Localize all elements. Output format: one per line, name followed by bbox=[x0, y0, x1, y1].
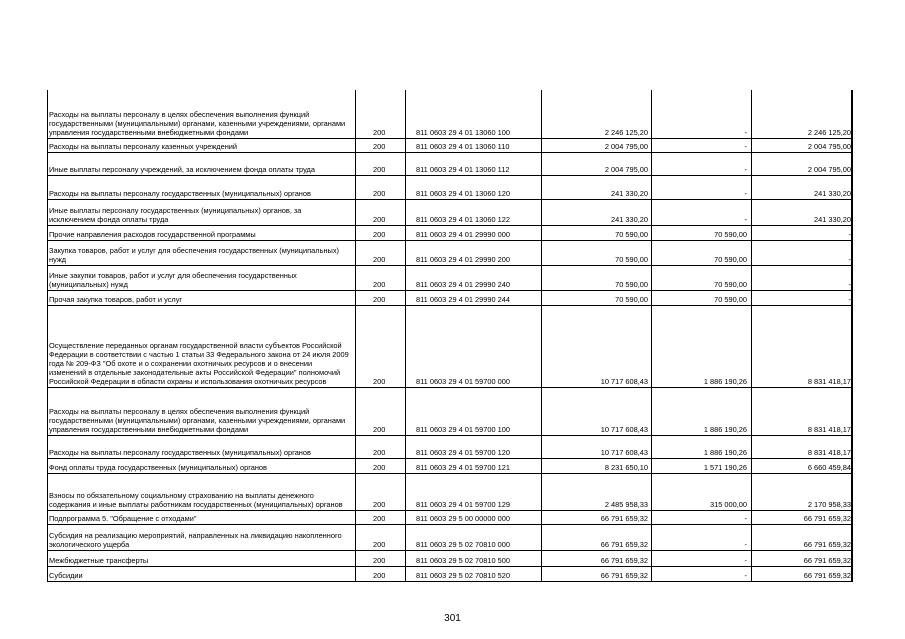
cell-code bbox=[355, 510, 403, 524]
cell-kbk-text: 811 0603 29 4 01 29990 000 bbox=[416, 230, 510, 239]
cell-a2-text: 1 571 190,26 bbox=[703, 463, 747, 472]
table-row bbox=[47, 225, 852, 240]
cell-kbk-text: 811 0603 29 5 02 70810 000 bbox=[416, 540, 510, 549]
cell-kbk bbox=[405, 90, 539, 138]
table-row bbox=[47, 290, 852, 305]
table-row bbox=[47, 152, 852, 175]
cell-desc bbox=[49, 240, 349, 265]
cell-a1-text: 2 485 958,33 bbox=[604, 500, 648, 509]
cell-a3 bbox=[751, 240, 852, 265]
cell-a3-text: 6 660 459,84 bbox=[807, 463, 851, 472]
cell-a1 bbox=[541, 152, 649, 175]
row-divider bbox=[47, 265, 852, 266]
cell-kbk-text: 811 0603 29 5 00 00000 000 bbox=[416, 514, 510, 523]
cell-a2-text: - bbox=[744, 128, 747, 137]
cell-a1-text: 241 330,20 bbox=[611, 189, 648, 198]
cell-kbk-text: 811 0603 29 5 02 70810 500 bbox=[416, 556, 510, 565]
table-row bbox=[47, 524, 852, 550]
cell-a1 bbox=[541, 290, 649, 305]
cell-a2 bbox=[651, 566, 749, 581]
cell-a1 bbox=[541, 566, 649, 581]
cell-code-text: 200 bbox=[373, 500, 386, 509]
cell-a3-text: - bbox=[848, 255, 851, 264]
cell-desc-text: Субсидия на реализацию мероприятий, направленных на ликвидацию накопленного экологического ущерба bbox=[49, 531, 342, 549]
cell-kbk-text: 811 0603 29 4 01 13060 120 bbox=[416, 189, 510, 198]
cell-code-text: 200 bbox=[373, 571, 386, 580]
cell-desc-text: Расходы на выплаты персоналу государственных (муниципальных) органов bbox=[49, 448, 311, 457]
cell-kbk-text: 811 0603 29 4 01 29990 200 bbox=[416, 255, 510, 264]
cell-a1-text: 66 791 659,32 bbox=[600, 571, 648, 580]
cell-desc-text: Расходы на выплаты персоналу казенных учреждений bbox=[49, 142, 238, 151]
cell-desc bbox=[49, 138, 349, 152]
cell-a1-text: 10 717 608,43 bbox=[600, 425, 648, 434]
cell-a2 bbox=[651, 550, 749, 566]
cell-desc bbox=[49, 473, 349, 510]
cell-code-text: 200 bbox=[373, 448, 386, 457]
cell-a3-text: 2 004 795,00 bbox=[807, 165, 851, 174]
row-divider bbox=[47, 566, 852, 567]
cell-code bbox=[355, 550, 403, 566]
cell-a3-text: 66 791 659,32 bbox=[803, 571, 851, 580]
table-row bbox=[47, 550, 852, 566]
cell-a2-text: - bbox=[744, 142, 747, 151]
cell-kbk bbox=[405, 175, 539, 199]
cell-a1 bbox=[541, 265, 649, 290]
row-divider bbox=[47, 387, 852, 388]
cell-a2-text: - bbox=[744, 165, 747, 174]
cell-code-text: 200 bbox=[373, 142, 386, 151]
cell-a3 bbox=[751, 199, 852, 225]
cell-a1 bbox=[541, 240, 649, 265]
cell-a3 bbox=[751, 290, 852, 305]
table-row bbox=[47, 175, 852, 199]
cell-kbk-text: 811 0603 29 4 01 59700 120 bbox=[416, 448, 510, 457]
cell-desc-text: Подпрограмма 5. "Обращение с отходами" bbox=[49, 514, 197, 523]
cell-desc-text: Прочая закупка товаров, работ и услуг bbox=[49, 295, 183, 304]
table-row bbox=[47, 90, 852, 138]
cell-kbk-text: 811 0603 29 4 01 13060 122 bbox=[416, 215, 510, 224]
cell-a3-text: 241 330,20 bbox=[814, 189, 851, 198]
cell-code bbox=[355, 290, 403, 305]
row-divider bbox=[47, 240, 852, 241]
cell-kbk bbox=[405, 265, 539, 290]
cell-kbk bbox=[405, 387, 539, 435]
cell-a3-text: - bbox=[848, 280, 851, 289]
cell-code bbox=[355, 152, 403, 175]
cell-desc bbox=[49, 90, 349, 138]
cell-kbk bbox=[405, 225, 539, 240]
cell-a3 bbox=[751, 225, 852, 240]
table-row bbox=[47, 199, 852, 225]
cell-desc bbox=[49, 510, 349, 524]
table-row bbox=[47, 138, 852, 152]
cell-code-text: 200 bbox=[373, 215, 386, 224]
cell-desc bbox=[49, 566, 349, 581]
table-row bbox=[47, 265, 852, 290]
cell-desc bbox=[49, 524, 349, 550]
cell-a1-text: 66 791 659,32 bbox=[600, 540, 648, 549]
cell-code bbox=[355, 524, 403, 550]
cell-a1 bbox=[541, 473, 649, 510]
cell-a1-text: 8 231 650,10 bbox=[604, 463, 648, 472]
cell-code-text: 200 bbox=[373, 255, 386, 264]
cell-code bbox=[355, 305, 403, 387]
cell-a2 bbox=[651, 305, 749, 387]
cell-desc-text: Межбюджетные трансферты bbox=[49, 556, 149, 565]
cell-a1-text: 2 246 125,20 bbox=[604, 128, 648, 137]
cell-desc-text: Иные закупки товаров, работ и услуг для обеспечения государственных (муниципальных) нужд bbox=[49, 271, 297, 289]
cell-code-text: 200 bbox=[373, 540, 386, 549]
cell-a2-text: - bbox=[744, 556, 747, 565]
cell-code bbox=[355, 435, 403, 458]
cell-code-text: 200 bbox=[373, 514, 386, 523]
cell-a2 bbox=[651, 290, 749, 305]
cell-kbk bbox=[405, 473, 539, 510]
cell-desc-text: Иные выплаты персоналу учреждений, за исключением фонда оплаты труда bbox=[49, 165, 315, 174]
cell-a1-text: 10 717 608,43 bbox=[600, 377, 648, 386]
cell-a2 bbox=[651, 458, 749, 473]
cell-desc-text: Расходы на выплаты персоналу государственных (муниципальных) органов bbox=[49, 189, 311, 198]
cell-a3 bbox=[751, 265, 852, 290]
cell-a3 bbox=[751, 510, 852, 524]
cell-a1 bbox=[541, 524, 649, 550]
cell-a3-text: 2 246 125,20 bbox=[807, 128, 851, 137]
cell-desc bbox=[49, 458, 349, 473]
cell-a3-text: 66 791 659,32 bbox=[803, 556, 851, 565]
cell-a3 bbox=[751, 175, 852, 199]
cell-a2 bbox=[651, 473, 749, 510]
row-divider bbox=[47, 152, 852, 153]
cell-a3 bbox=[751, 473, 852, 510]
table-row bbox=[47, 566, 852, 581]
cell-code bbox=[355, 199, 403, 225]
column-divider bbox=[47, 90, 48, 582]
cell-a1 bbox=[541, 305, 649, 387]
cell-code-text: 200 bbox=[373, 556, 386, 565]
cell-kbk bbox=[405, 458, 539, 473]
cell-kbk-text: 811 0603 29 4 01 59700 121 bbox=[416, 463, 510, 472]
cell-code-text: 200 bbox=[373, 280, 386, 289]
cell-a3 bbox=[751, 138, 852, 152]
cell-desc bbox=[49, 265, 349, 290]
cell-a3-text: 66 791 659,32 bbox=[803, 540, 851, 549]
cell-a1 bbox=[541, 138, 649, 152]
cell-a2-text: 1 886 190,26 bbox=[703, 377, 747, 386]
cell-kbk-text: 811 0603 29 4 01 13060 100 bbox=[416, 128, 510, 137]
cell-code-text: 200 bbox=[373, 128, 386, 137]
cell-kbk bbox=[405, 152, 539, 175]
cell-a1-text: 70 590,00 bbox=[615, 295, 648, 304]
cell-a1 bbox=[541, 550, 649, 566]
cell-kbk-text: 811 0603 29 4 01 59700 129 bbox=[416, 500, 510, 509]
cell-a3 bbox=[751, 566, 852, 581]
cell-a3-text: 8 831 418,17 bbox=[807, 448, 851, 457]
cell-desc-text: Иные выплаты персоналу государственных (муниципальных) органов, за исключением фонда оплаты труда bbox=[49, 206, 302, 224]
cell-a3-text: 2 170 958,33 bbox=[807, 500, 851, 509]
row-divider bbox=[47, 581, 852, 582]
cell-a1-text: 66 791 659,32 bbox=[600, 514, 648, 523]
cell-code bbox=[355, 240, 403, 265]
cell-a3-text: - bbox=[848, 230, 851, 239]
cell-kbk-text: 811 0603 29 5 02 70810 520 bbox=[416, 571, 510, 580]
cell-a3 bbox=[751, 458, 852, 473]
cell-desc-text: Расходы на выплаты персоналу в целях обеспечения выполнения функций государственными (муниципальными) органами, казенными учреждениями, органами управления государственными внебюджетными фондами bbox=[49, 407, 346, 434]
table-row bbox=[47, 458, 852, 473]
cell-a1 bbox=[541, 435, 649, 458]
cell-desc bbox=[49, 152, 349, 175]
cell-a3-text: 8 831 418,17 bbox=[807, 377, 851, 386]
cell-a1 bbox=[541, 510, 649, 524]
cell-code-text: 200 bbox=[373, 425, 386, 434]
cell-a1-text: 70 590,00 bbox=[615, 280, 648, 289]
cell-desc bbox=[49, 290, 349, 305]
table-row bbox=[47, 510, 852, 524]
cell-a1 bbox=[541, 225, 649, 240]
cell-code bbox=[355, 265, 403, 290]
cell-a1 bbox=[541, 90, 649, 138]
cell-a2-text: 70 590,00 bbox=[714, 230, 747, 239]
cell-desc-text: Расходы на выплаты персоналу в целях обеспечения выполнения функций государственными (муниципальными) органами, казенными учреждениями, органами управления государственными внебюджетными фондами bbox=[49, 110, 346, 137]
cell-a2-text: 70 590,00 bbox=[714, 255, 747, 264]
cell-a2 bbox=[651, 225, 749, 240]
cell-a3 bbox=[751, 550, 852, 566]
cell-code bbox=[355, 566, 403, 581]
cell-desc-text: Субсидии bbox=[49, 571, 83, 580]
cell-desc bbox=[49, 550, 349, 566]
cell-code bbox=[355, 175, 403, 199]
cell-kbk bbox=[405, 510, 539, 524]
row-divider bbox=[47, 199, 852, 200]
cell-kbk-text: 811 0603 29 4 01 29990 240 bbox=[416, 280, 510, 289]
cell-a2 bbox=[651, 510, 749, 524]
cell-a2-text: - bbox=[744, 215, 747, 224]
cell-kbk bbox=[405, 435, 539, 458]
cell-kbk bbox=[405, 550, 539, 566]
row-divider bbox=[47, 510, 852, 511]
column-divider bbox=[848, 90, 853, 582]
cell-code bbox=[355, 473, 403, 510]
cell-desc bbox=[49, 387, 349, 435]
table-row bbox=[47, 387, 852, 435]
cell-desc-text: Взносы по обязательному социальному страхованию на выплаты денежного содержания и иные выплаты работникам государственных (муниципальных) органов bbox=[49, 491, 343, 509]
cell-a3-text: 241 330,20 bbox=[814, 215, 851, 224]
cell-a1-text: 70 590,00 bbox=[615, 230, 648, 239]
cell-code bbox=[355, 387, 403, 435]
cell-code-text: 200 bbox=[373, 463, 386, 472]
table-row bbox=[47, 473, 852, 510]
cell-desc bbox=[49, 305, 349, 387]
cell-code-text: 200 bbox=[373, 165, 386, 174]
cell-kbk-text: 811 0603 29 4 01 13060 110 bbox=[416, 142, 510, 151]
cell-a1-text: 2 004 795,00 bbox=[604, 165, 648, 174]
cell-desc-text: Осуществление переданных органам государственной власти субъектов Российской Федерации в соответствии с частью 1 статьи 33 Федерального закона от 24 июля 2009 года № 209-ФЗ "Об охоте и о сохранении охотничьих ресурсов и о внесении изменений в отдельные законодательные акты Российской Федерации" полномочий Российской Федерации в области охраны и использования охотничьих ресурсов bbox=[49, 341, 349, 386]
column-divider bbox=[651, 90, 652, 582]
cell-code-text: 200 bbox=[373, 230, 386, 239]
row-divider bbox=[47, 175, 852, 176]
cell-a2 bbox=[651, 265, 749, 290]
cell-a2-text: 70 590,00 bbox=[714, 295, 747, 304]
cell-a2 bbox=[651, 240, 749, 265]
row-divider bbox=[47, 290, 852, 291]
cell-code bbox=[355, 138, 403, 152]
row-divider bbox=[47, 473, 852, 474]
cell-code-text: 200 bbox=[373, 189, 386, 198]
cell-a1-text: 241 330,20 bbox=[611, 215, 648, 224]
cell-desc bbox=[49, 175, 349, 199]
cell-a2-text: 315 000,00 bbox=[710, 500, 747, 509]
row-divider bbox=[47, 458, 852, 459]
cell-kbk bbox=[405, 138, 539, 152]
cell-a2-text: - bbox=[744, 571, 747, 580]
cell-a1-text: 10 717 608,43 bbox=[600, 448, 648, 457]
cell-a2-text: 1 886 190,26 bbox=[703, 448, 747, 457]
cell-a3-text: 8 831 418,17 bbox=[807, 425, 851, 434]
cell-code bbox=[355, 90, 403, 138]
cell-a2-text: - bbox=[744, 514, 747, 523]
cell-a2 bbox=[651, 524, 749, 550]
row-divider bbox=[47, 524, 852, 525]
cell-a3 bbox=[751, 90, 852, 138]
cell-a2 bbox=[651, 387, 749, 435]
cell-a1-text: 2 004 795,00 bbox=[604, 142, 648, 151]
column-divider bbox=[751, 90, 752, 582]
cell-kbk bbox=[405, 199, 539, 225]
cell-a2-text: 70 590,00 bbox=[714, 280, 747, 289]
cell-kbk bbox=[405, 305, 539, 387]
table-row bbox=[47, 240, 852, 265]
page-number: 301 bbox=[444, 613, 461, 624]
cell-a3 bbox=[751, 387, 852, 435]
cell-code bbox=[355, 225, 403, 240]
cell-code-text: 200 bbox=[373, 295, 386, 304]
cell-desc bbox=[49, 435, 349, 458]
cell-kbk bbox=[405, 240, 539, 265]
cell-a3-text: 2 004 795,00 bbox=[807, 142, 851, 151]
cell-kbk bbox=[405, 566, 539, 581]
row-divider bbox=[47, 550, 852, 551]
cell-desc-text: Фонд оплаты труда государственных (муниципальных) органов bbox=[49, 463, 267, 472]
cell-a3-text: - bbox=[848, 295, 851, 304]
cell-kbk-text: 811 0603 29 4 01 59700 000 bbox=[416, 377, 510, 386]
cell-a3 bbox=[751, 305, 852, 387]
cell-a1 bbox=[541, 175, 649, 199]
cell-desc bbox=[49, 199, 349, 225]
cell-kbk-text: 811 0603 29 4 01 13060 112 bbox=[416, 165, 510, 174]
table-row bbox=[47, 435, 852, 458]
cell-a1 bbox=[541, 199, 649, 225]
row-divider bbox=[47, 225, 852, 226]
cell-desc bbox=[49, 225, 349, 240]
cell-a3-text: 66 791 659,32 bbox=[803, 514, 851, 523]
cell-a2-text: - bbox=[744, 189, 747, 198]
cell-a2-text: - bbox=[744, 540, 747, 549]
cell-a2 bbox=[651, 175, 749, 199]
cell-a2 bbox=[651, 152, 749, 175]
column-divider bbox=[405, 90, 406, 582]
cell-kbk bbox=[405, 290, 539, 305]
cell-a1-text: 66 791 659,32 bbox=[600, 556, 648, 565]
row-divider bbox=[47, 435, 852, 436]
cell-code bbox=[355, 458, 403, 473]
cell-desc-text: Прочие направления расходов государственной программы bbox=[49, 230, 256, 239]
cell-a2 bbox=[651, 90, 749, 138]
cell-kbk-text: 811 0603 29 4 01 29990 244 bbox=[416, 295, 510, 304]
cell-a3 bbox=[751, 152, 852, 175]
table-row bbox=[47, 305, 852, 387]
cell-kbk bbox=[405, 524, 539, 550]
row-divider bbox=[47, 305, 852, 306]
cell-a2 bbox=[651, 435, 749, 458]
column-divider bbox=[355, 90, 356, 582]
cell-a1 bbox=[541, 458, 649, 473]
cell-code-text: 200 bbox=[373, 377, 386, 386]
cell-a1 bbox=[541, 387, 649, 435]
column-divider bbox=[541, 90, 542, 582]
row-divider bbox=[47, 138, 852, 139]
cell-a2-text: 1 886 190,26 bbox=[703, 425, 747, 434]
cell-desc-text: Закупка товаров, работ и услуг для обеспечения государственных (муниципальных) нужд bbox=[49, 246, 339, 264]
cell-kbk-text: 811 0603 29 4 01 59700 100 bbox=[416, 425, 510, 434]
cell-a2 bbox=[651, 138, 749, 152]
cell-a2 bbox=[651, 199, 749, 225]
cell-a1-text: 70 590,00 bbox=[615, 255, 648, 264]
cell-a3 bbox=[751, 435, 852, 458]
cell-a3 bbox=[751, 524, 852, 550]
